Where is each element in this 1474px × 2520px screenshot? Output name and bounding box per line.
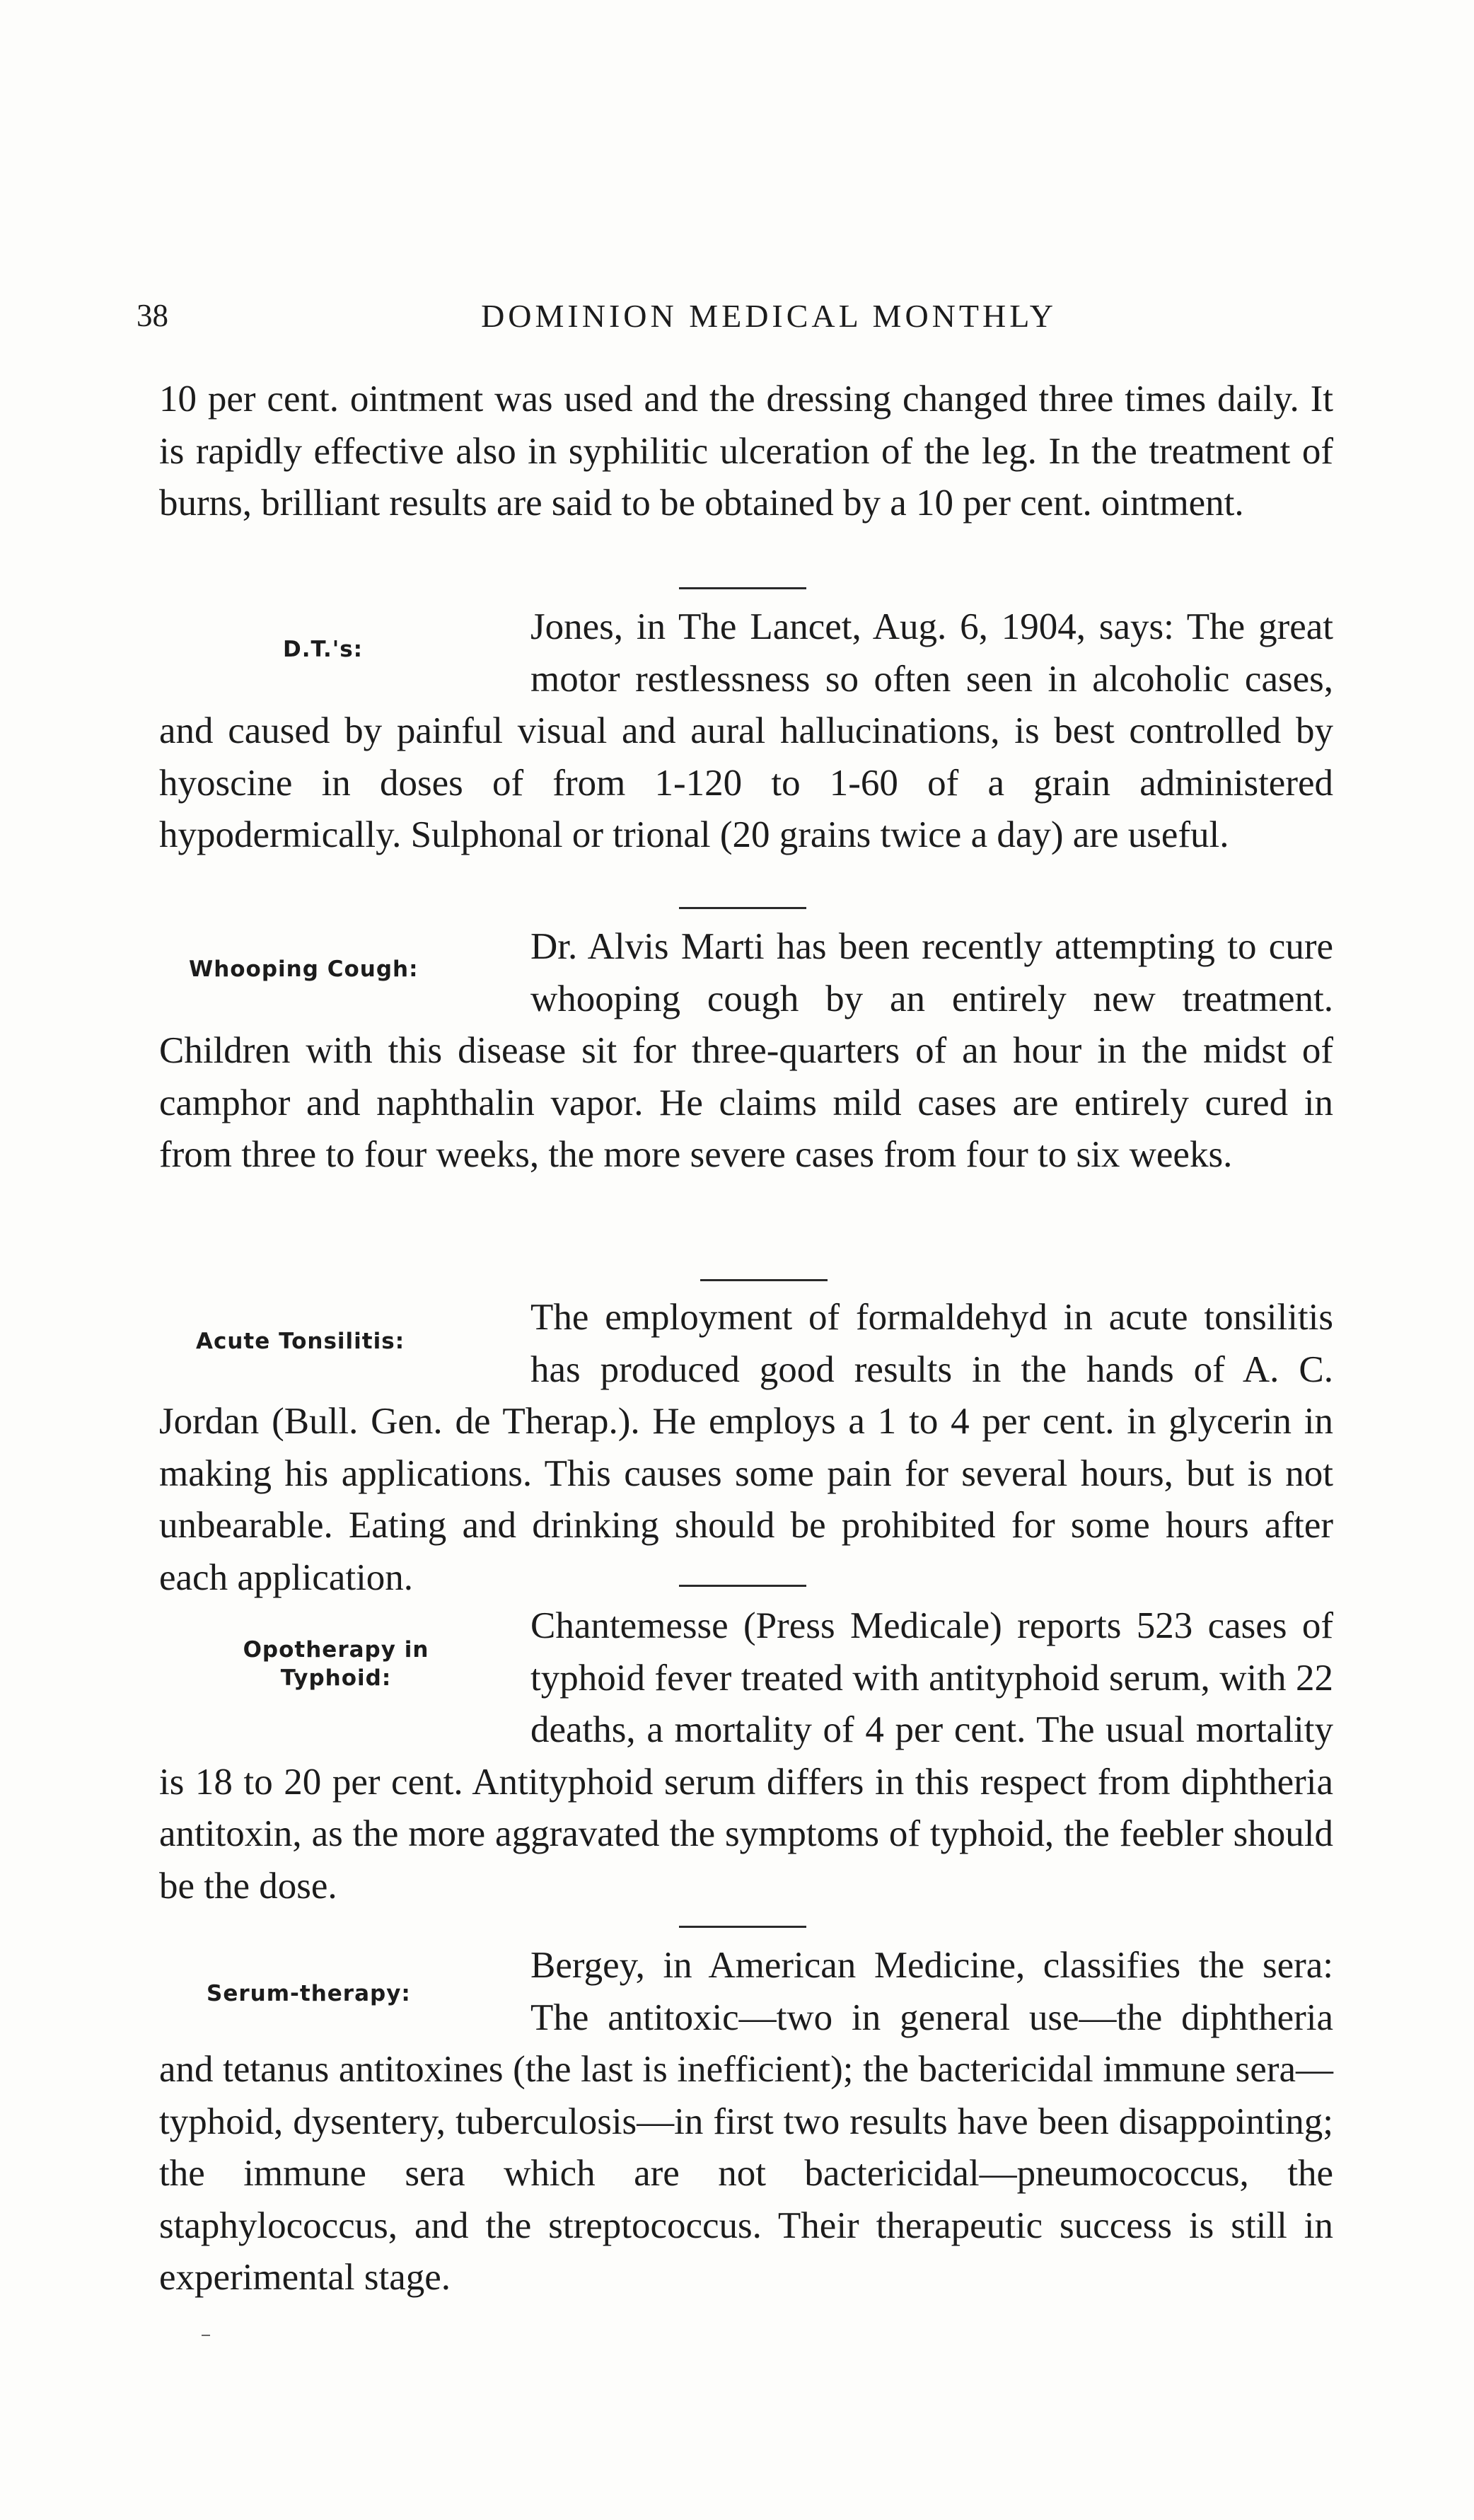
page-number: 38	[137, 298, 168, 333]
section-label: Acute Tonsilitis:	[196, 1329, 405, 1354]
section-divider	[679, 1585, 806, 1587]
section-text: The employment of formaldehyd in acute tonsilitis has produced good results in the hands of A. C. Jordan (Bull. Gen. de Therap.). He employs a 1 to 4 per cent. in glycerin in making his applications. This causes some pain for several hours, but is not unbearable. Eating and drinking should be prohibited for some hours after each application.	[159, 1297, 1333, 1598]
section-text: Dr. Alvis Marti has been recently attempting to cure whooping cough by an entirely new treatment. Children with this disease sit for three-quarters of an hour in the midst of camphor and naphthalin vapor. He claims mild cases are entirely cured in from three to four weeks, the more severe cases from four to six weeks.	[159, 926, 1333, 1175]
section-text: Chantemesse (Press Medicale) reports 523 cases of typhoid fever treated with antityphoid serum, with 22 deaths, a mortality of 4 per cent. The usual mortality is 18 to 20 per cent. Antityphoid serum differs in this respect from diphtheria antitoxin, as the more aggravated the symptoms of typhoid, the feebler should be the dose.	[159, 1605, 1333, 1907]
section-divider	[679, 1926, 806, 1928]
running-head: DOMINION MEDICAL MONTHLY	[481, 298, 1057, 334]
section-serum-therapy	[159, 1940, 1333, 2304]
section-label: Serum-therapy:	[207, 1981, 411, 2006]
section-label-line: Opotherapy in	[243, 1637, 429, 1663]
page-mark	[202, 2335, 210, 2336]
section-label	[180, 1636, 492, 1692]
section-text: Jones, in The Lancet, Aug. 6, 1904, says: The great motor restlessness so often seen in alcoholic cases, and caused by painful visual and aural hallucinations, is best controlled by hyoscine in doses of from 1-120 to 1-60 of a grain administered hypodermically. Sulphonal or trional (20 grains twice a day) are useful.	[159, 606, 1333, 855]
page-header	[0, 297, 1474, 347]
section-divider	[700, 1279, 828, 1281]
section-text: Bergey, in American Medicine, classifies the sera: The antitoxic—two in general use—the diphtheria and tetanus antitoxines (the last is inefficient); the bactericidal immune sera—typhoid, dysentery, tuberculosis—in first two results have been disappointing; the immune sera which are not bactericidal—pneumococcus, the staphylococcus, and the streptococcus. Their therapeutic success is still in experimental stage.	[159, 1945, 1333, 2298]
section-label: Whooping Cough:	[189, 956, 419, 982]
section-opotherapy	[159, 1600, 1333, 1912]
section-label: D.T.'s:	[283, 637, 364, 662]
intro-paragraph: 10 per cent. ointment was used and the dressing changed three times daily. It is rapidly effective also in syphilitic ulceration of the leg. In the treatment of burns, brilliant results are said to be obtained by a 10 per cent. ointment.	[159, 378, 1333, 524]
section-acute-tonsilitis	[159, 1292, 1333, 1604]
section-dts	[159, 601, 1333, 862]
section-label-line: Typhoid:	[280, 1665, 392, 1691]
section-divider	[679, 587, 806, 589]
section-divider	[679, 907, 806, 909]
section-whooping-cough	[159, 921, 1333, 1181]
